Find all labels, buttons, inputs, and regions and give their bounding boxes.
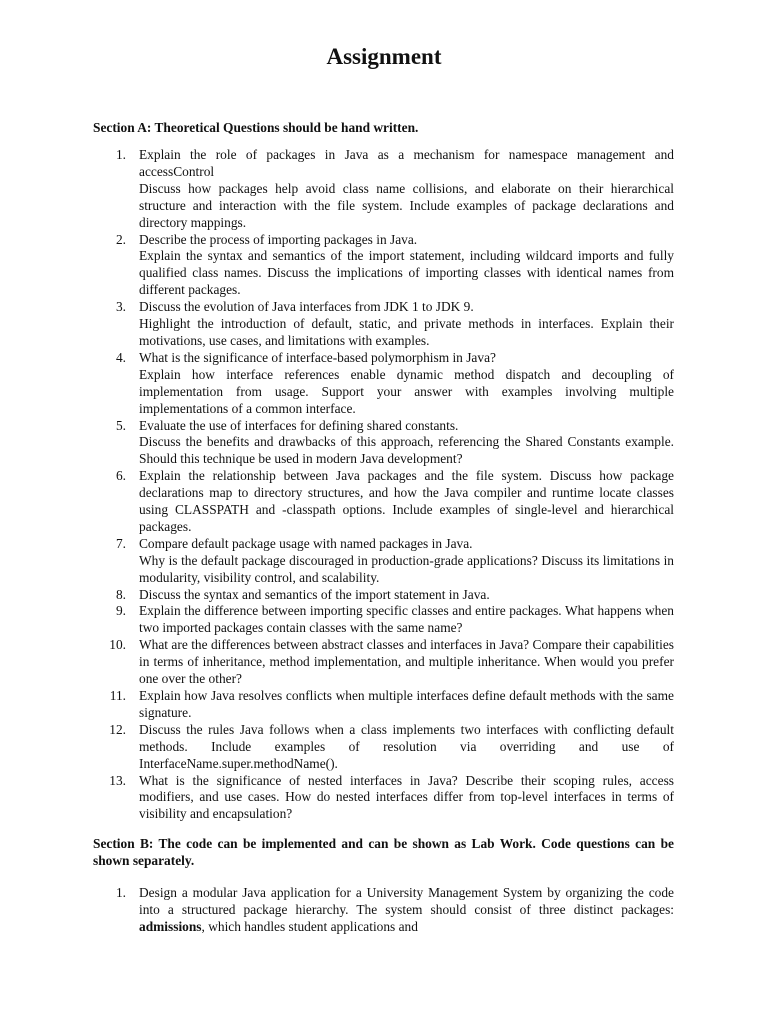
question-bold-term: admissions [139, 918, 202, 934]
section-b-heading: Section B: The code can be implemented and can be shown as Lab Work. Code questions can be shown separately. [93, 836, 674, 868]
section-a-question-list [93, 147, 674, 823]
question-lead: What are the differences between abstract classes and interfaces in Java? Compare their capabilities in terms of inheritance, method implementation, and multiple inheritance. When would you prefer one over the other? [139, 637, 674, 687]
section-a-question-8 [93, 587, 674, 604]
question-lead: Discuss the syntax and semantics of the import statement in Java. [139, 586, 490, 602]
question-lead: Explain the difference between importing specific classes and entire packages. What happens when two imported packages contain classes with the same name? [139, 603, 674, 636]
question-detail: Discuss how packages help avoid class name collisions, and elaborate on their hierarchical structure and interaction with the file system. Include examples of package declarations and directory mappings. [139, 180, 674, 230]
question-number: 2. [115, 231, 126, 247]
question-number: 3. [115, 299, 126, 315]
section-a-question-13 [93, 773, 674, 824]
question-detail: Explain the syntax and semantics of the import statement, including wildcard imports and fully qualified class names. Discuss the implications of importing classes with identical names from different packages. [139, 248, 674, 298]
question-lead: Compare default package usage with named packages in Java. [139, 535, 473, 551]
question-lead: Describe the process of importing packages in Java. [139, 231, 418, 247]
question-lead: Evaluate the use of interfaces for defining shared constants. [139, 417, 459, 433]
section-a-question-5 [93, 418, 674, 469]
section-a-question-9 [93, 603, 674, 637]
section-b-question-1 [93, 885, 674, 936]
question-number: 6. [115, 468, 126, 484]
question-lead: Explain how Java resolves conflicts when multiple interfaces define default methods with the same signature. [139, 688, 674, 720]
question-number: 10. [109, 637, 126, 653]
page-title: Assignment [326, 44, 442, 69]
question-lead: Discuss the evolution of Java interfaces from JDK 1 to JDK 9. [139, 299, 474, 315]
question-number: 12. [109, 721, 126, 737]
question-number: 1. [115, 885, 126, 900]
question-text-after: , which handles student applications and [201, 918, 418, 934]
question-number: 8. [115, 586, 126, 602]
question-detail: Why is the default package discouraged in production-grade applications? Discuss its limitations in modularity, visibility control, and scalability. [139, 552, 674, 585]
question-detail: Discuss the benefits and drawbacks of this approach, referencing the Shared Constants example. Should this technique be used in modern Java development? [139, 434, 674, 467]
section-a-question-6 [93, 468, 674, 536]
question-number: 7. [115, 535, 126, 551]
section-a-question-10 [93, 637, 674, 688]
question-lead: Discuss the rules Java follows when a class implements two interfaces with conflicting default methods. Include examples of resolution via overriding and use of InterfaceName.super.methodName(). [139, 721, 674, 771]
section-a-question-4 [93, 350, 674, 418]
section-a-question-7 [93, 536, 674, 587]
section-a-question-2 [93, 232, 674, 300]
question-text-before: Design a modular Java application for a University Management System by organizing the code into a structured package hierarchy. The system should consist of three distinct packages: [139, 885, 674, 917]
question-number: 9. [115, 603, 126, 619]
section-b-question-list [93, 885, 674, 936]
section-a-question-11 [93, 688, 674, 722]
section-a-question-3 [93, 299, 674, 350]
question-number: 13. [109, 772, 126, 788]
question-detail: Explain how interface references enable dynamic method dispatch and decoupling of implementation from usage. Support your answer with examples involving multiple implementations of a common interface. [139, 366, 674, 416]
section-a-question-1 [93, 147, 674, 232]
question-number: 4. [115, 349, 126, 365]
question-text [139, 885, 674, 936]
section-a-question-12 [93, 722, 674, 773]
question-lead: What is the significance of nested interfaces in Java? Describe their scoping rules, access modifiers, and use cases. How do nested interfaces differ from top-level interfaces in terms of visibility and encapsulation? [139, 772, 674, 822]
question-number: 5. [115, 417, 126, 433]
question-lead: What is the significance of interface-based polymorphism in Java? [139, 349, 496, 365]
question-number: 1. [115, 147, 126, 162]
question-number: 11. [109, 688, 126, 703]
question-detail: Highlight the introduction of default, static, and private methods in interfaces. Explain their motivations, use cases, and limitations with examples. [139, 316, 674, 348]
section-a-heading: Section A: Theoretical Questions should be hand written. [93, 120, 419, 135]
question-lead: Explain the role of packages in Java as a mechanism for namespace management and accessControl [139, 147, 674, 179]
question-lead: Explain the relationship between Java packages and the file system. Discuss how package declarations map to directory structures, and how the Java compiler and runtime locate classes using CLASSPATH and -classpath options. Include examples of single-level and hierarchical packages. [139, 468, 674, 534]
